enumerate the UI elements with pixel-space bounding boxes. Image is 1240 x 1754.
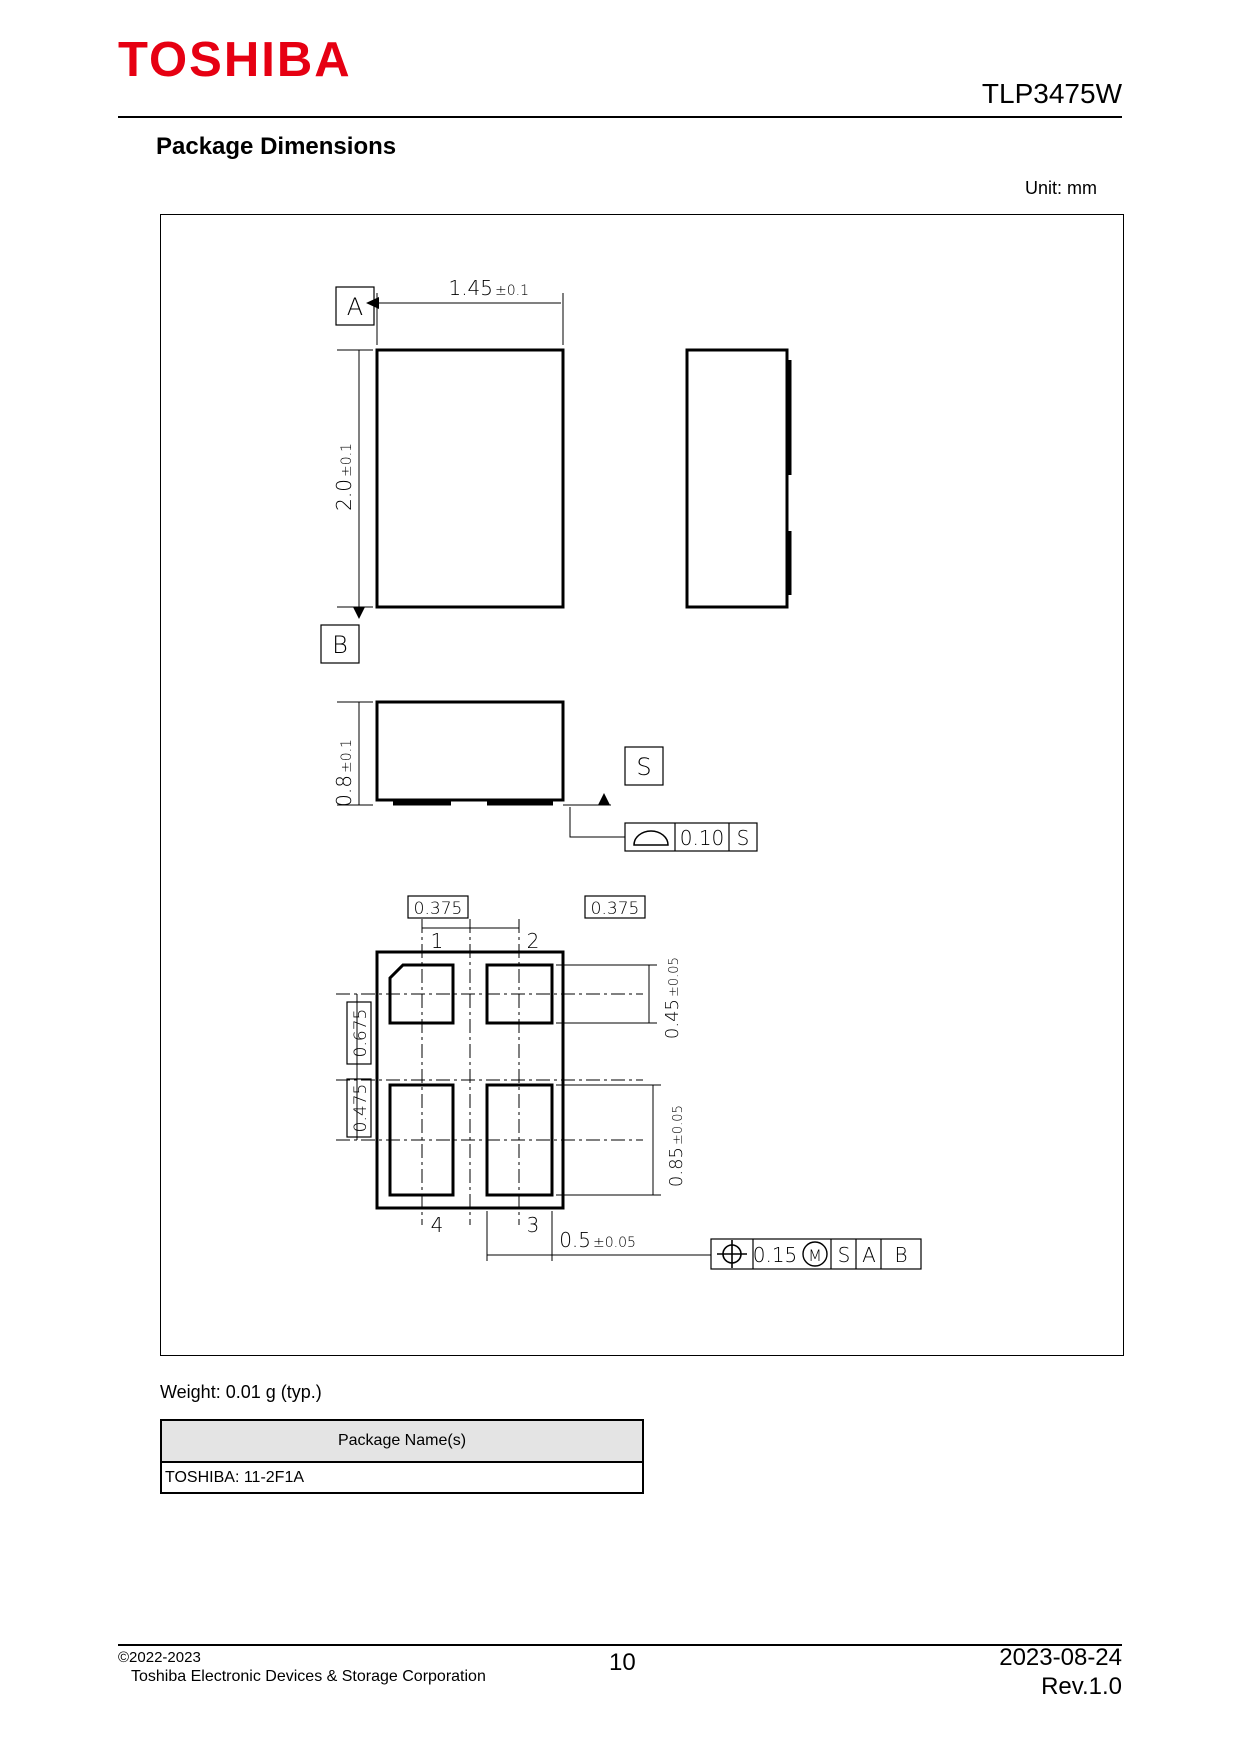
part-number: TLP3475W xyxy=(981,78,1122,109)
pad-small-h: 0.45 xyxy=(662,999,683,1040)
package-drawing xyxy=(160,214,1124,1356)
issue-date: 2023-08-24 xyxy=(999,1644,1122,1671)
package-name-table xyxy=(160,1419,644,1494)
pos-ref-s: S xyxy=(837,1243,851,1267)
width-tol: ±0.1 xyxy=(495,283,529,299)
flatness-value: 0.10 xyxy=(679,826,725,850)
pad-large-h: 0.85 xyxy=(666,1147,687,1188)
flatness-ref: S xyxy=(736,826,750,850)
pos-ref-b: B xyxy=(894,1243,908,1267)
width-dim: 1.45 xyxy=(448,276,493,300)
datum-a-label: A xyxy=(346,293,364,321)
top-view-body xyxy=(377,350,563,607)
page-number: 10 xyxy=(609,1649,636,1676)
section-title: Package Dimensions xyxy=(156,133,397,160)
side-view-body xyxy=(687,350,787,607)
length-dim: 2.0 xyxy=(332,479,356,511)
pad-w-dim: 0.5 xyxy=(559,1228,591,1252)
position-tolerance-icon xyxy=(717,1240,747,1268)
drawing-svg xyxy=(161,215,1125,1357)
company-name: Toshiba Electronic Devices & Storage Corporation xyxy=(131,1668,486,1685)
pin-2-label: 2 xyxy=(526,929,540,953)
pin-3-label: 3 xyxy=(526,1213,540,1237)
offset-left-label: 0.375 xyxy=(413,899,463,919)
footer-rule xyxy=(118,1644,1122,1646)
datum-b-label: B xyxy=(332,631,348,659)
revision: Rev.1.0 xyxy=(1041,1673,1122,1700)
datum-s-label: S xyxy=(636,753,652,781)
package-table-header: Package Name(s) xyxy=(161,1420,643,1462)
height-tol: ±0.1 xyxy=(339,739,355,773)
offset-right-label: 0.375 xyxy=(590,899,640,919)
package-table-row: TOSHIBA: 11-2F1A xyxy=(161,1462,643,1493)
unit-label: Unit: mm xyxy=(1025,178,1097,198)
pin-4-label: 4 xyxy=(430,1213,444,1237)
header-rule xyxy=(118,116,1122,118)
mmc-label: M xyxy=(808,1246,822,1265)
pin-1-label: 1 xyxy=(430,929,444,953)
position-tol-value: 0.15 xyxy=(752,1243,798,1267)
pad-large-tol: ±0.05 xyxy=(671,1105,686,1145)
front-view-body xyxy=(377,702,563,800)
pad-small-tol: ±0.05 xyxy=(667,957,682,997)
length-tol: ±0.1 xyxy=(339,443,355,477)
pad-w-tol: ±0.05 xyxy=(593,1235,636,1251)
weight-text: Weight: 0.01 g (typ.) xyxy=(160,1382,322,1402)
height-dim: 0.8 xyxy=(332,775,356,807)
row-pitch-label: 0.675 xyxy=(351,1008,371,1058)
profile-surface-icon xyxy=(634,831,668,845)
row-offset-label: 0.475 xyxy=(351,1083,371,1133)
copyright: ©2022-2023 xyxy=(118,1649,201,1666)
toshiba-logo: TOSHIBA xyxy=(118,33,352,87)
pos-ref-a: A xyxy=(862,1243,876,1267)
